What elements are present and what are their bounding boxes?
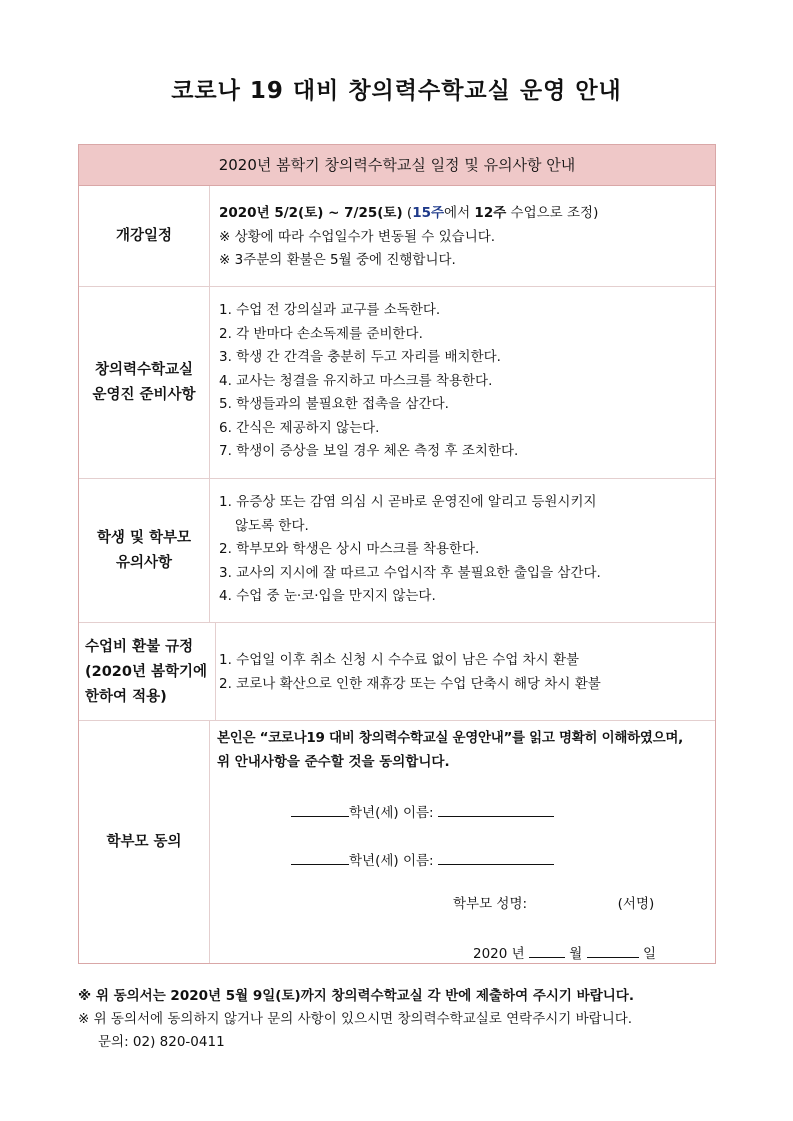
list-item: 2. 학부모와 학생은 상시 마스크를 착용한다. bbox=[219, 541, 480, 557]
list-item: 4. 교사는 청결을 유지하고 마스크를 착용한다. bbox=[219, 372, 493, 389]
prep-label-line: 창의력수학교실 bbox=[94, 362, 194, 378]
prep-content bbox=[219, 299, 707, 479]
date-month-unit: 월 bbox=[569, 945, 583, 962]
month-blank[interactable] bbox=[529, 943, 565, 958]
schedule-dates: 2020년 5/2(토) ~ 7/25(토) bbox=[219, 205, 403, 221]
grade-label: 학년(세) 이름: bbox=[349, 852, 434, 869]
name-blank[interactable] bbox=[438, 850, 554, 865]
list-item: 1. 수업 전 강의실과 교구를 소독한다. bbox=[219, 302, 441, 318]
grade-blank[interactable] bbox=[291, 850, 349, 865]
refund-row bbox=[79, 622, 715, 721]
list-item: 3. 학생 간 간격을 충분히 두고 자리를 배치한다. bbox=[219, 349, 501, 365]
name-blank[interactable] bbox=[438, 802, 554, 817]
schedule-row bbox=[79, 186, 715, 286]
weeks-to: 12주 bbox=[474, 205, 507, 221]
student-signature-line bbox=[217, 802, 711, 826]
refund-content bbox=[219, 649, 707, 721]
footer-notes bbox=[78, 985, 634, 1054]
list-item: 1. 유증상 또는 감염 의심 시 곧바로 운영진에 알리고 등원시키지 bbox=[219, 494, 597, 510]
grade-blank[interactable] bbox=[291, 802, 349, 817]
footer-note-deadline: ※ 위 동의서는 2020년 5월 9일(토)까지 창의력수학교실 각 반에 제출하여 주시기 바랍니다. bbox=[78, 988, 634, 1004]
consent-row bbox=[79, 720, 715, 963]
refund-label-line: (2020년 봄학기에 bbox=[85, 663, 208, 680]
list-item-continued: 않도록 한다. bbox=[235, 517, 309, 534]
date-year-unit: 년 bbox=[511, 945, 525, 962]
caution-label-line: 학생 및 학부모 bbox=[96, 530, 192, 546]
date-line bbox=[217, 943, 711, 967]
consent-statement: 위 안내사항을 준수할 것을 동의합니다. bbox=[217, 753, 450, 770]
student-signature-line bbox=[217, 850, 711, 874]
list-item: 2. 코로나 확산으로 인한 재휴강 또는 수업 단축시 해당 차시 환불 bbox=[219, 675, 601, 692]
list-item: 7. 학생이 증상을 보일 경우 체온 측정 후 조치한다. bbox=[219, 443, 519, 459]
list-item: 1. 수업일 이후 취소 신청 시 수수료 없이 남은 수업 차시 환불 bbox=[219, 652, 580, 668]
list-item: 2. 각 반마다 손소독제를 준비한다. bbox=[219, 325, 423, 342]
prep-label-line: 운영진 준비사항 bbox=[92, 387, 196, 403]
schedule-paren: ( bbox=[406, 205, 413, 221]
schedule-note: ※ 3주분의 환불은 5월 중에 진행합니다. bbox=[219, 252, 456, 268]
footer-note-contact: ※ 위 동의서에 동의하지 않거나 문의 사항이 있으시면 창의력수학교실로 연락주시기 바랍니다. bbox=[78, 1011, 633, 1027]
consent-content bbox=[217, 727, 711, 963]
list-item: 3. 교사의 지시에 잘 따르고 수업시작 후 불필요한 출입을 삼간다. bbox=[219, 564, 601, 581]
weeks-from-text: 에서 bbox=[444, 205, 471, 221]
schedule-dates-line bbox=[219, 202, 707, 226]
list-item: 6. 간식은 제공하지 않는다. bbox=[219, 419, 380, 436]
day-blank[interactable] bbox=[587, 943, 639, 958]
date-year: 2020 bbox=[473, 945, 508, 962]
refund-label bbox=[79, 623, 216, 721]
schedule-label: 개강일정 bbox=[79, 186, 210, 286]
footer-contact: 문의: 02) 820-0411 bbox=[98, 1034, 225, 1050]
refund-label-line: 수업비 환불 규정 bbox=[85, 638, 194, 655]
parent-sign-label: 학부모 성명: bbox=[453, 896, 528, 912]
refund-label-line: 한하여 적용) bbox=[85, 688, 167, 705]
consent-statement: 본인은 “코로나19 대비 창의력수학교실 운영안내”를 읽고 명확히 이해하였으며, bbox=[217, 730, 683, 746]
parent-signature-line bbox=[217, 893, 711, 917]
schedule-note: ※ 상황에 따라 수업일수가 변동될 수 있습니다. bbox=[219, 228, 496, 245]
caution-content bbox=[219, 491, 707, 623]
table-header: 2020년 봄학기 창의력수학교실 일정 및 유의사항 안내 bbox=[79, 145, 715, 186]
page-title: 코로나 19 대비 창의력수학교실 운영 안내 bbox=[171, 78, 622, 104]
list-item: 5. 학생들과의 불필요한 접촉을 삼간다. bbox=[219, 396, 449, 412]
grade-label: 학년(세) 이름: bbox=[349, 805, 434, 821]
consent-label: 학부모 동의 bbox=[79, 721, 210, 963]
prep-row bbox=[79, 286, 715, 479]
date-day-unit: 일 bbox=[642, 945, 656, 962]
caution-row bbox=[79, 478, 715, 623]
caution-label-line: 유의사항 bbox=[115, 555, 172, 571]
prep-label bbox=[79, 287, 210, 479]
caution-label bbox=[79, 479, 210, 623]
list-item: 4. 수업 중 눈·코·입을 만지지 않는다. bbox=[219, 588, 436, 604]
sign-mark: (서명) bbox=[617, 896, 655, 912]
weeks-from: 15주 bbox=[412, 205, 445, 221]
schedule-tail: 수업으로 조정) bbox=[510, 205, 599, 221]
schedule-content bbox=[219, 202, 707, 286]
notice-table bbox=[78, 144, 716, 964]
